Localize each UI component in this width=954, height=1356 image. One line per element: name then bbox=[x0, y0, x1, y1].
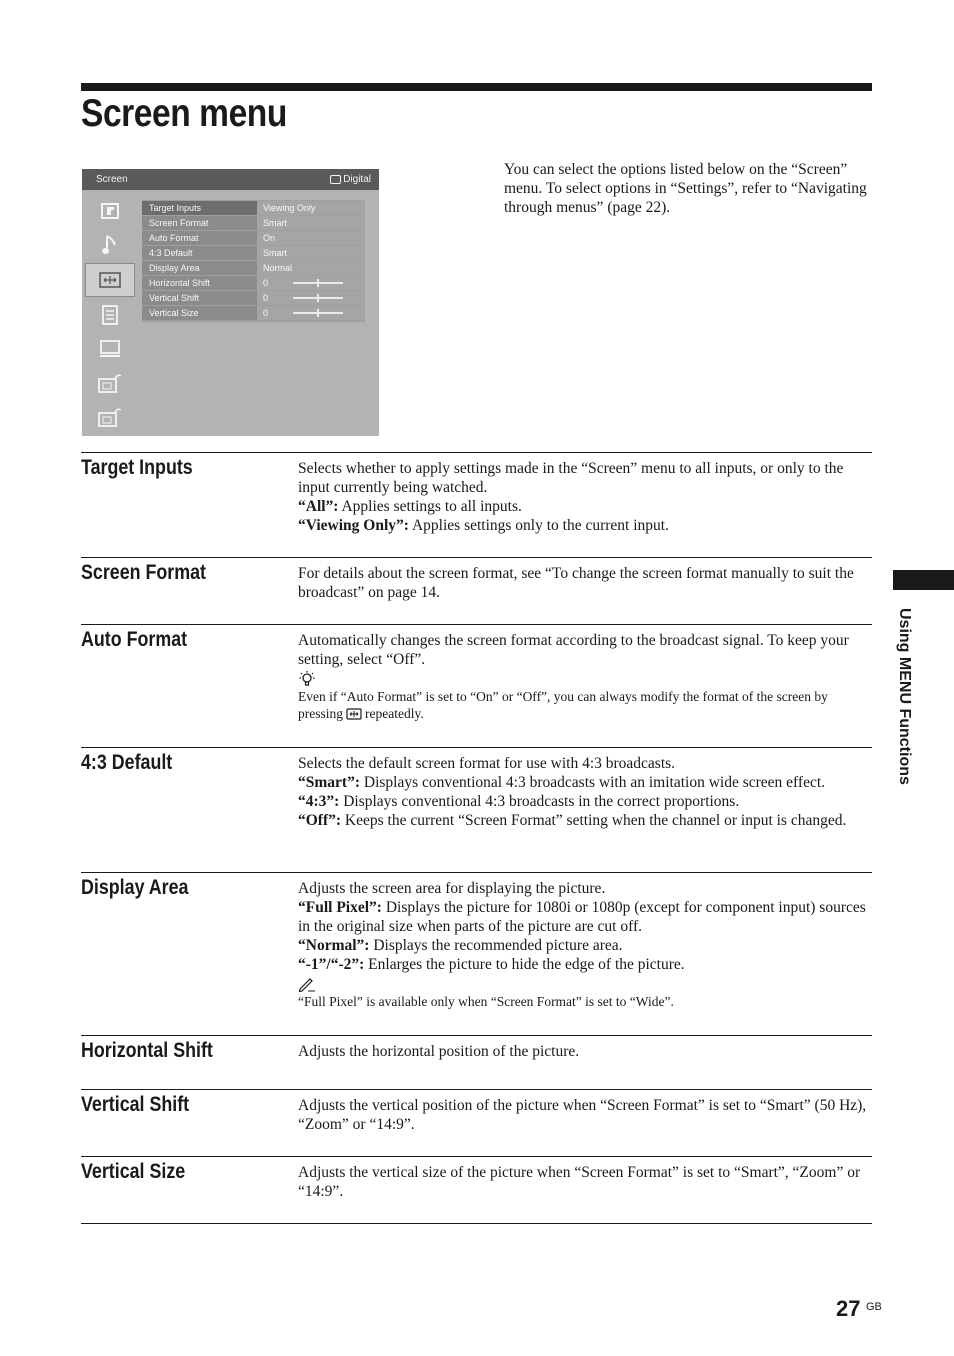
sound-icon[interactable] bbox=[85, 229, 135, 261]
menu-row-label: Screen Format bbox=[142, 216, 257, 230]
screen-icon[interactable] bbox=[85, 263, 135, 297]
menu-row-label: 4:3 Default bbox=[142, 246, 257, 260]
setting-text: Automatically changes the screen format according to the broadcast signal. To keep your setting, select “Off”. bbox=[298, 632, 849, 668]
slider-knob[interactable] bbox=[317, 309, 319, 317]
setting-description bbox=[298, 558, 872, 602]
digital-icon bbox=[330, 175, 341, 184]
option-text: Displays conventional 4:3 broadcasts with an imitation wide screen effect. bbox=[360, 774, 826, 791]
page-title: Screen menu bbox=[81, 92, 287, 135]
setting-description bbox=[298, 453, 872, 535]
setting-text: For details about the screen format, see “To change the screen format manually to suit the broadcast” on page 14. bbox=[298, 565, 854, 601]
setting-text: Adjusts the vertical size of the picture when “Screen Format” is set to “Smart”, “Zoom” or “14:9”. bbox=[298, 1164, 861, 1200]
note-text: “Full Pixel” is available only when “Screen Format” is set to “Wide”. bbox=[298, 994, 674, 1009]
option-label: “4:3”: bbox=[298, 793, 340, 810]
menu-row-label: Auto Format bbox=[142, 231, 257, 245]
top-rule bbox=[81, 83, 872, 91]
menu-row-label: Vertical Size bbox=[142, 306, 257, 320]
setup-icon[interactable] bbox=[85, 299, 135, 331]
option-text: Applies settings only to the current input. bbox=[408, 517, 669, 534]
option-text: Enlarges the picture to hide the edge of the picture. bbox=[364, 956, 685, 973]
setting-description bbox=[298, 873, 872, 1010]
menu-row-vertical-shift[interactable] bbox=[142, 291, 365, 305]
menu-row-label: Target Inputs bbox=[142, 201, 257, 215]
setting-display-area bbox=[81, 872, 872, 1035]
option-line bbox=[298, 898, 872, 936]
menu-row-horizontal-shift[interactable] bbox=[142, 276, 365, 290]
section-side-label bbox=[895, 608, 915, 808]
menu-row-value-slider bbox=[257, 291, 365, 305]
setting-text: Adjusts the screen area for displaying the picture. bbox=[298, 880, 606, 897]
setting-auto-format bbox=[81, 624, 872, 747]
pc-icon[interactable] bbox=[85, 333, 135, 365]
menu-row-vertical-size[interactable] bbox=[142, 306, 365, 320]
option-line bbox=[298, 773, 872, 792]
slider-track[interactable] bbox=[293, 297, 343, 299]
slider-track[interactable] bbox=[293, 312, 343, 314]
menu-row-value: 0 bbox=[263, 293, 269, 303]
wide-mode-button-icon bbox=[346, 708, 362, 720]
setting-name: Screen Format bbox=[81, 561, 207, 584]
option-text: Applies settings to all inputs. bbox=[338, 498, 522, 515]
setting-description bbox=[298, 748, 872, 830]
analogue-setup-icon[interactable] bbox=[85, 367, 135, 399]
setting-description bbox=[298, 1157, 872, 1201]
menu-row-label: Display Area bbox=[142, 261, 257, 275]
setting-screen-format bbox=[81, 557, 872, 624]
menu-row-43-default[interactable] bbox=[142, 246, 365, 260]
setting-horizontal-shift bbox=[81, 1035, 872, 1089]
menu-row-label: Horizontal Shift bbox=[142, 276, 257, 290]
setting-text: Adjusts the vertical position of the picture when “Screen Format” is set to “Smart” (50 Hz), “Zoom” or “14:9”. bbox=[298, 1097, 867, 1133]
settings-table bbox=[81, 452, 872, 1224]
slider-track[interactable] bbox=[293, 282, 343, 284]
option-line bbox=[298, 936, 872, 955]
page-number: 27 bbox=[836, 1296, 861, 1321]
menu-row-value: Smart bbox=[257, 246, 365, 260]
setting-name: Display Area bbox=[81, 876, 189, 899]
option-line bbox=[298, 516, 872, 535]
menu-row-screen-format[interactable] bbox=[142, 216, 365, 230]
tip-text: Even if “Auto Format” is set to “On” or “Off”, you can always modify the format of the screen by pressing bbox=[298, 689, 828, 721]
menu-icon-column bbox=[85, 195, 135, 435]
setting-text: Selects whether to apply settings made in the “Screen” menu to all inputs, or only to the input currently being watched. bbox=[298, 460, 844, 496]
setting-description bbox=[298, 1036, 872, 1061]
tip-text: repeatedly. bbox=[365, 706, 424, 721]
section-tab-marker bbox=[893, 570, 954, 590]
setting-43-default bbox=[81, 747, 872, 872]
option-label: “-1”/“-2”: bbox=[298, 956, 365, 973]
digital-setup-icon[interactable] bbox=[85, 401, 135, 433]
slider-knob[interactable] bbox=[317, 294, 319, 302]
setting-name: 4:3 Default bbox=[81, 751, 173, 774]
picture-icon[interactable] bbox=[85, 195, 135, 227]
setting-name: Target Inputs bbox=[81, 456, 193, 479]
option-label: “Smart”: bbox=[298, 774, 360, 791]
slider-knob[interactable] bbox=[317, 279, 319, 287]
menu-row-value-slider bbox=[257, 276, 365, 290]
menu-row-auto-format[interactable] bbox=[142, 231, 365, 245]
section-side-label-text: Using MENU Functions bbox=[896, 608, 913, 785]
option-line bbox=[298, 792, 872, 811]
option-label: “All”: bbox=[298, 498, 339, 515]
menu-row-value: Normal bbox=[257, 261, 365, 275]
menu-row-value: On bbox=[257, 231, 365, 245]
setting-vertical-shift bbox=[81, 1089, 872, 1156]
menu-list bbox=[142, 200, 365, 322]
page-language-suffix: GB bbox=[866, 1301, 882, 1313]
menu-header-mode bbox=[330, 174, 371, 185]
option-label: “Off”: bbox=[298, 812, 342, 829]
option-text: Displays the picture for 1080i or 1080p (except for component input) sources in the original size when parts of the picture are cut off. bbox=[298, 899, 866, 935]
setting-name: Vertical Shift bbox=[81, 1093, 190, 1116]
lightbulb-icon bbox=[298, 670, 316, 688]
menu-row-value-slider bbox=[257, 306, 365, 320]
intro-text: You can select the options listed below on the “Screen” menu. To select options in “Settings”, refer to “Navigating through menus” (page 22). bbox=[504, 161, 867, 216]
menu-header-title: Screen bbox=[96, 174, 128, 185]
option-text: Displays conventional 4:3 broadcasts in the correct proportions. bbox=[339, 793, 740, 810]
option-line bbox=[298, 497, 872, 516]
option-line bbox=[298, 811, 872, 830]
menu-row-value: Viewing Only bbox=[257, 201, 365, 215]
setting-description bbox=[298, 1090, 872, 1134]
menu-row-value: 0 bbox=[263, 278, 269, 288]
option-label: “Normal”: bbox=[298, 937, 370, 954]
menu-row-value: Smart bbox=[257, 216, 365, 230]
setting-text: Adjusts the horizontal position of the picture. bbox=[298, 1043, 580, 1060]
option-text: Keeps the current “Screen Format” setting when the channel or input is changed. bbox=[341, 812, 847, 829]
menu-header bbox=[82, 169, 379, 190]
setting-description bbox=[298, 625, 872, 722]
setting-name: Vertical Size bbox=[81, 1160, 186, 1183]
setting-name: Horizontal Shift bbox=[81, 1039, 213, 1062]
menu-row-value: 0 bbox=[263, 308, 269, 318]
setting-name: Auto Format bbox=[81, 628, 188, 651]
option-label: “Full Pixel”: bbox=[298, 899, 382, 916]
menu-row-target-inputs[interactable] bbox=[142, 201, 365, 215]
setting-vertical-size bbox=[81, 1156, 872, 1224]
note-pencil-icon bbox=[298, 975, 316, 993]
setting-target-inputs bbox=[81, 452, 872, 557]
tip-note bbox=[298, 688, 872, 722]
option-text: Displays the recommended picture area. bbox=[369, 937, 623, 954]
menu-row-display-area[interactable] bbox=[142, 261, 365, 275]
option-label: “Viewing Only”: bbox=[298, 517, 409, 534]
setting-text: Selects the default screen format for use with 4:3 broadcasts. bbox=[298, 755, 676, 772]
screen-menu-screenshot bbox=[82, 169, 379, 436]
menu-row-label: Vertical Shift bbox=[142, 291, 257, 305]
option-line bbox=[298, 955, 872, 974]
menu-header-mode-label: Digital bbox=[343, 174, 371, 185]
